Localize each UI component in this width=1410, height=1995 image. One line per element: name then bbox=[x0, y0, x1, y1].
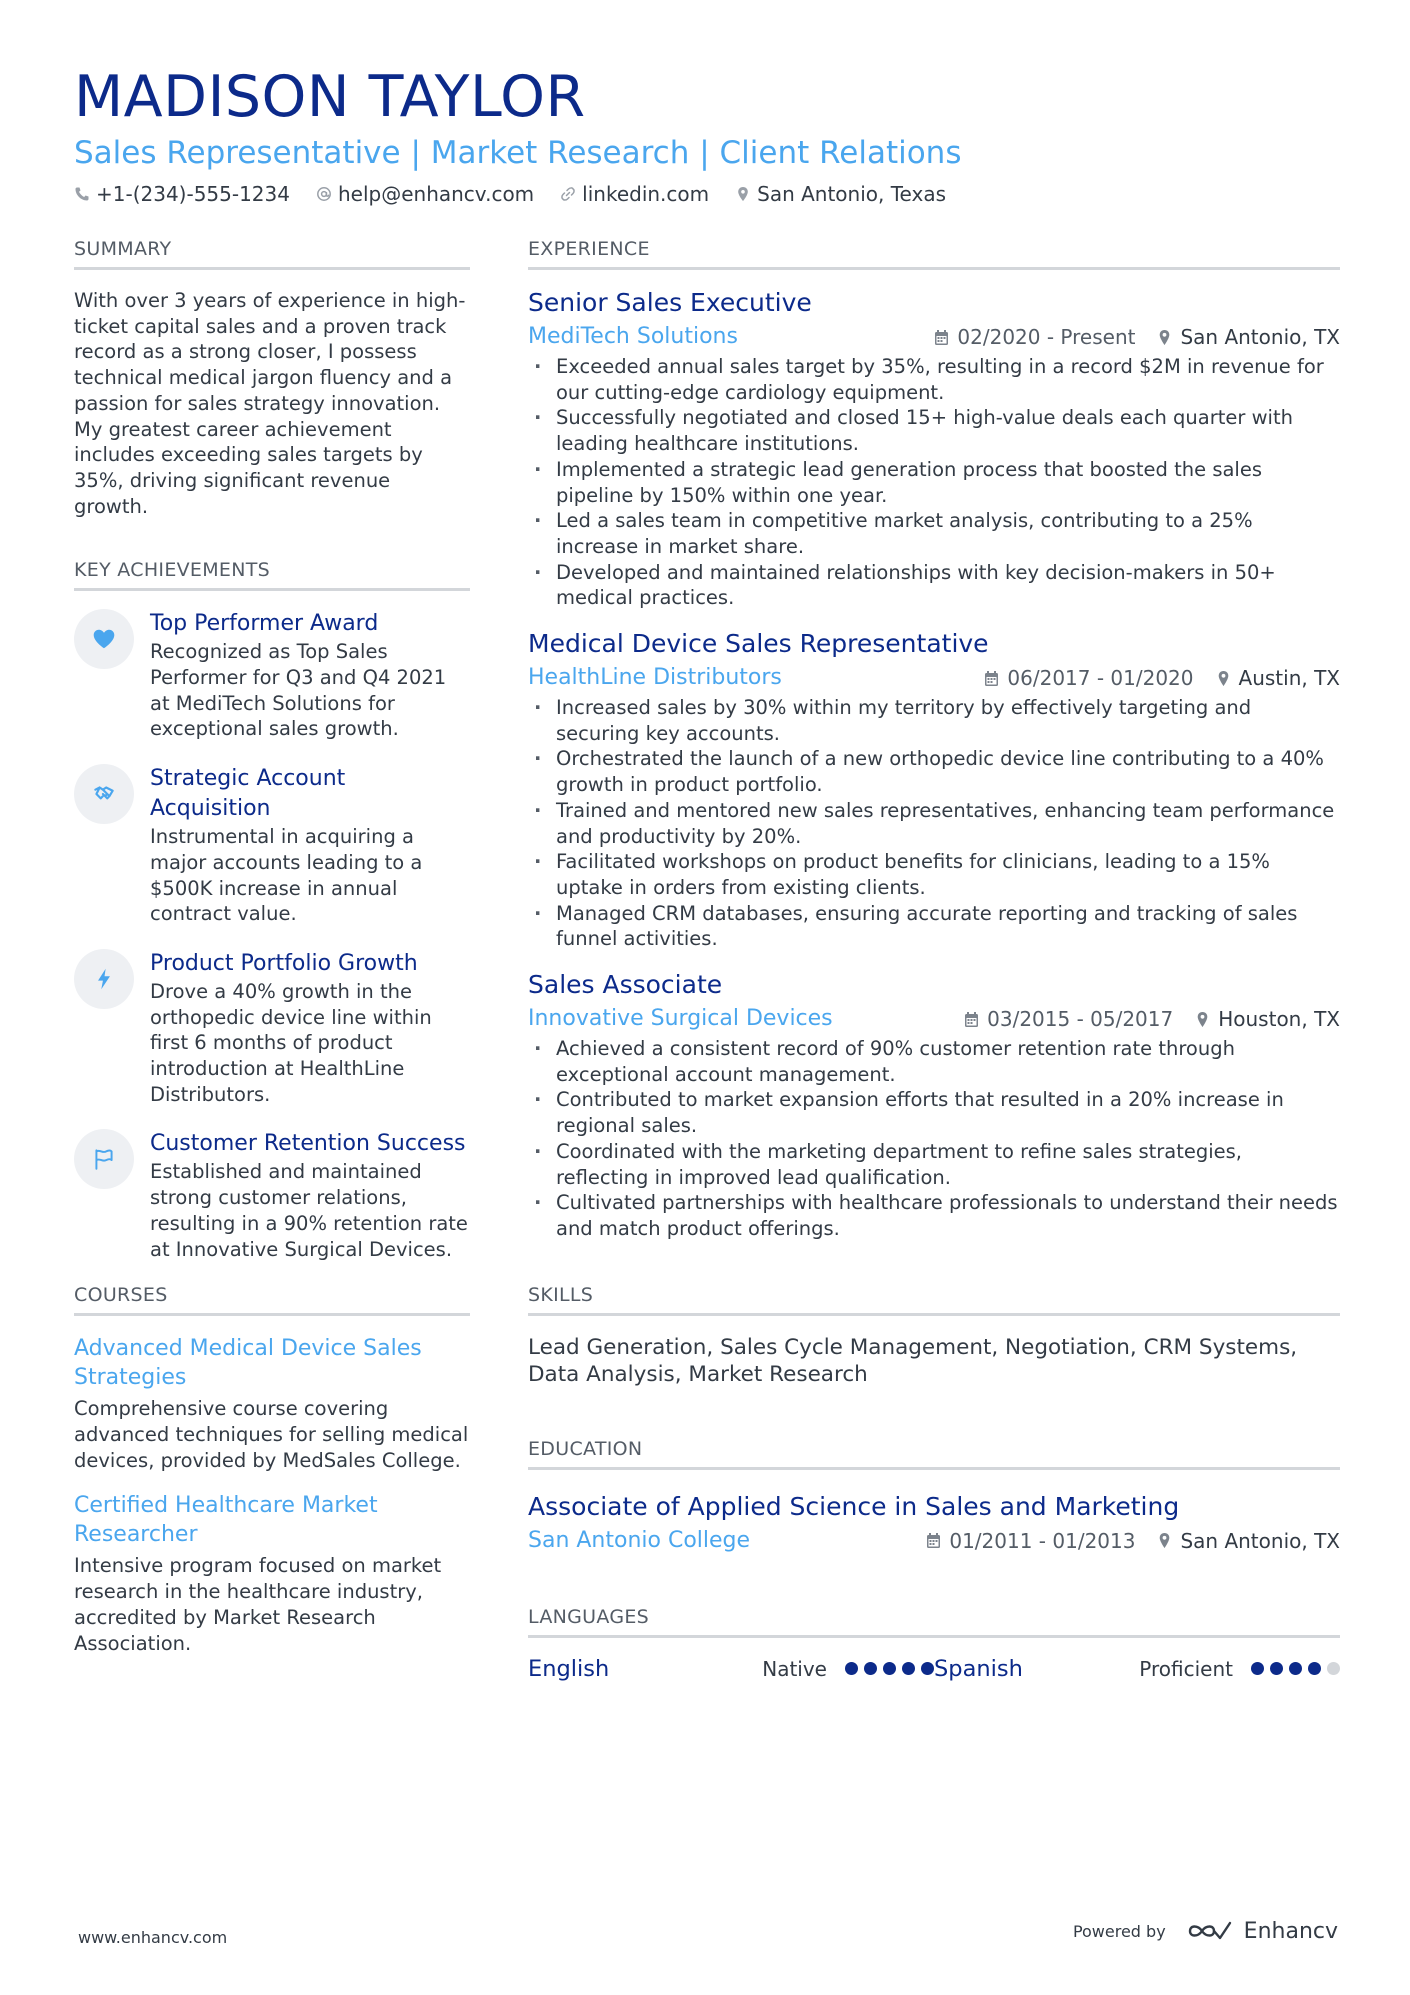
enhancv-logo-icon bbox=[1186, 1918, 1234, 1944]
education-dates: 01/2011 - 01/2013 bbox=[926, 1529, 1135, 1553]
languages-section bbox=[528, 1606, 1340, 1682]
handshake-icon bbox=[74, 764, 134, 824]
language-item bbox=[934, 1656, 1340, 1682]
phone-icon bbox=[74, 186, 90, 202]
course-item bbox=[74, 1491, 470, 1656]
education-title: EDUCATION bbox=[528, 1438, 1340, 1470]
contact-row bbox=[74, 182, 1344, 206]
contact-email[interactable] bbox=[316, 182, 534, 206]
degree-title: Associate of Applied Science in Sales and Marketing bbox=[528, 1491, 1180, 1521]
skills-title: SKILLS bbox=[528, 1284, 1340, 1316]
course-title: Advanced Medical Device Sales Strategies bbox=[74, 1336, 422, 1391]
achievement-title: Strategic Account Acquisition bbox=[150, 766, 346, 822]
course-desc: Intensive program focused on market research in the healthcare industry, accredited by Market Research Association. bbox=[74, 1554, 442, 1655]
language-rating bbox=[845, 1662, 934, 1675]
bullet: · Implemented a strategic lead generation process that boosted the sales pipeline by 150% within one year. bbox=[528, 457, 1340, 508]
job-entry bbox=[528, 286, 1340, 611]
rating-dot-filled bbox=[1270, 1662, 1283, 1675]
bullet: · Managed CRM databases, ensuring accurate reporting and tracking of sales funnel activities. bbox=[528, 901, 1340, 952]
language-level: Native bbox=[762, 1656, 827, 1681]
phone-text: +1-(234)-555-1234 bbox=[96, 182, 290, 206]
calendar-icon bbox=[926, 1532, 941, 1549]
bullet: · Trained and mentored new sales representatives, enhancing team performance and productivity by 20%. bbox=[528, 798, 1340, 849]
rating-dot-filled bbox=[1308, 1662, 1321, 1675]
courses-title: COURSES bbox=[74, 1284, 470, 1316]
language-level: Proficient bbox=[1139, 1656, 1233, 1681]
job-dates: 06/2017 - 01/2020 bbox=[984, 666, 1193, 690]
powered-by-text: Powered by bbox=[1072, 1921, 1166, 1941]
job-company: MediTech Solutions bbox=[528, 324, 738, 349]
skills-section bbox=[528, 1284, 1340, 1388]
rating-dot-filled bbox=[845, 1662, 858, 1675]
rating-dot-filled bbox=[883, 1662, 896, 1675]
right-column bbox=[528, 238, 1340, 1682]
education-location: San Antonio, TX bbox=[1157, 1529, 1340, 1553]
map-pin-icon bbox=[735, 186, 751, 202]
map-pin-icon bbox=[1195, 1011, 1210, 1028]
achievement-title: Customer Retention Success bbox=[150, 1131, 466, 1157]
candidate-name: MADISON TAYLOR bbox=[74, 64, 586, 130]
languages-list bbox=[528, 1656, 1340, 1682]
school-name: San Antonio College bbox=[528, 1527, 751, 1553]
summary-title: SUMMARY bbox=[74, 238, 470, 270]
location-text: San Antonio, Texas bbox=[757, 182, 947, 206]
achievements-section bbox=[74, 559, 470, 1262]
left-column bbox=[74, 238, 470, 1656]
rating-dot-filled bbox=[864, 1662, 877, 1675]
bullet: · Facilitated workshops on product benefits for clinicians, leading to a 15% uptake in orders from existing clients. bbox=[528, 849, 1340, 900]
language-name: Spanish bbox=[934, 1655, 1023, 1682]
bullet: · Led a sales team in competitive market analysis, contributing to a 25% increase in market share. bbox=[528, 508, 1340, 559]
bullet: · Orchestrated the launch of a new orthopedic device line contributing to a 40% growth in product portfolio. bbox=[528, 746, 1340, 797]
achievement-item bbox=[74, 949, 470, 1108]
job-title: Sales Associate bbox=[528, 970, 723, 1000]
bullet: · Increased sales by 30% within my territory by effectively targeting and securing key accounts. bbox=[528, 695, 1340, 746]
job-bullets bbox=[528, 695, 1340, 952]
rating-dot-filled bbox=[1251, 1662, 1264, 1675]
language-rating bbox=[1251, 1662, 1340, 1675]
map-pin-icon bbox=[1157, 329, 1172, 346]
resume-header bbox=[74, 62, 1344, 206]
email-text: help@enhancv.com bbox=[337, 182, 535, 206]
calendar-icon bbox=[964, 1011, 979, 1028]
map-pin-icon bbox=[1157, 1532, 1172, 1549]
bullet: · Cultivated partnerships with healthcare professionals to understand their needs and match product offerings. bbox=[528, 1190, 1340, 1241]
job-dates: 02/2020 - Present bbox=[934, 325, 1135, 349]
achievement-item bbox=[74, 609, 470, 742]
summary-text: With over 3 years of experience in high-ticket capital sales and a proven track record as a strong closer, I possess technical medical jargon fluency and a passion for sales strategy innovation. My greatest career achievement includes exceeding sales targets by 35%, driving significant revenue growth. bbox=[74, 289, 466, 518]
calendar-icon bbox=[984, 670, 999, 687]
language-name: English bbox=[528, 1655, 610, 1682]
job-title: Medical Device Sales Representative bbox=[528, 629, 989, 659]
linkedin-text: linkedin.com bbox=[582, 182, 710, 206]
achievement-desc: Established and maintained strong customer relations, resulting in a 90% retention rate at Innovative Surgical Devices. bbox=[150, 1160, 468, 1261]
achievement-title: Product Portfolio Growth bbox=[150, 950, 418, 976]
heart-icon bbox=[74, 609, 134, 669]
job-location: Austin, TX bbox=[1216, 666, 1340, 690]
rating-dot-filled bbox=[1289, 1662, 1302, 1675]
achievement-title: Top Performer Award bbox=[150, 611, 379, 637]
calendar-icon bbox=[934, 329, 949, 346]
bullet: · Contributed to market expansion efforts that resulted in a 20% increase in regional sales. bbox=[528, 1087, 1340, 1138]
experience-section bbox=[528, 238, 1340, 1242]
courses-section bbox=[74, 1284, 470, 1656]
job-entry bbox=[528, 968, 1340, 1242]
achievement-desc: Drove a 40% growth in the orthopedic device line within first 6 months of product introduction at HealthLine Distributors. bbox=[150, 979, 432, 1106]
job-title: Senior Sales Executive bbox=[528, 288, 812, 317]
achievement-desc: Recognized as Top Sales Performer for Q3 and Q4 2021 at MediTech Solutions for exceptional sales growth. bbox=[150, 640, 447, 741]
achievement-desc: Instrumental in acquiring a major accounts leading to a $500K increase in annual contract value. bbox=[150, 825, 423, 926]
brand-name: Enhancv bbox=[1243, 1918, 1338, 1944]
job-location: Houston, TX bbox=[1195, 1007, 1340, 1031]
rating-dot-filled bbox=[921, 1662, 934, 1675]
job-dates: 03/2015 - 05/2017 bbox=[964, 1007, 1173, 1031]
bullet: · Exceeded annual sales target by 35%, resulting in a record $2M in revenue for our cutting-edge cardiology equipment. bbox=[528, 354, 1340, 405]
language-item bbox=[528, 1656, 934, 1682]
at-icon bbox=[316, 186, 332, 202]
bullet: · Achieved a consistent record of 90% customer retention rate through exceptional account management. bbox=[528, 1036, 1340, 1087]
achievement-item bbox=[74, 1129, 470, 1262]
achievement-item bbox=[74, 764, 470, 927]
bullet: · Developed and maintained relationships with key decision-makers in 50+ medical practices. bbox=[528, 560, 1340, 611]
course-item bbox=[74, 1334, 470, 1473]
link-icon bbox=[560, 186, 576, 202]
flag-icon bbox=[74, 1129, 134, 1189]
summary-section bbox=[74, 238, 470, 519]
footer-website[interactable]: www.enhancv.com bbox=[78, 1928, 228, 1947]
languages-title: LANGUAGES bbox=[528, 1606, 1340, 1638]
contact-linkedin[interactable] bbox=[560, 182, 709, 206]
education-section bbox=[528, 1438, 1340, 1556]
contact-phone[interactable] bbox=[74, 182, 290, 206]
course-title: Certified Healthcare Market Researcher bbox=[74, 1493, 378, 1548]
job-entry bbox=[528, 627, 1340, 952]
rating-dot-filled bbox=[902, 1662, 915, 1675]
rating-dot-empty bbox=[1327, 1662, 1340, 1675]
experience-title: EXPERIENCE bbox=[528, 238, 1340, 270]
bullet: · Coordinated with the marketing department to refine sales strategies, reflecting in improved lead qualification. bbox=[528, 1139, 1340, 1190]
course-desc: Comprehensive course covering advanced techniques for selling medical devices, provided by MedSales College. bbox=[74, 1397, 469, 1472]
job-company: Innovative Surgical Devices bbox=[528, 1006, 833, 1032]
job-company: HealthLine Distributors bbox=[528, 665, 782, 691]
achievements-list bbox=[74, 609, 470, 1262]
footer-brand bbox=[1073, 1918, 1338, 1944]
contact-location bbox=[735, 182, 946, 206]
skills-text: Lead Generation, Sales Cycle Management, Negotiation, CRM Systems, Data Analysis, Market Research bbox=[528, 1334, 1298, 1387]
candidate-headline: Sales Representative | Market Research | Client Relations bbox=[74, 135, 962, 171]
map-pin-icon bbox=[1216, 670, 1231, 687]
bullet: · Successfully negotiated and closed 15+ high-value deals each quarter with leading healthcare institutions. bbox=[528, 405, 1340, 456]
job-bullets bbox=[528, 354, 1340, 611]
job-bullets bbox=[528, 1036, 1340, 1242]
job-location: San Antonio, TX bbox=[1157, 325, 1340, 349]
lightning-icon bbox=[74, 949, 134, 1009]
achievements-title: KEY ACHIEVEMENTS bbox=[74, 559, 470, 591]
enhancv-logo[interactable] bbox=[1186, 1918, 1338, 1944]
